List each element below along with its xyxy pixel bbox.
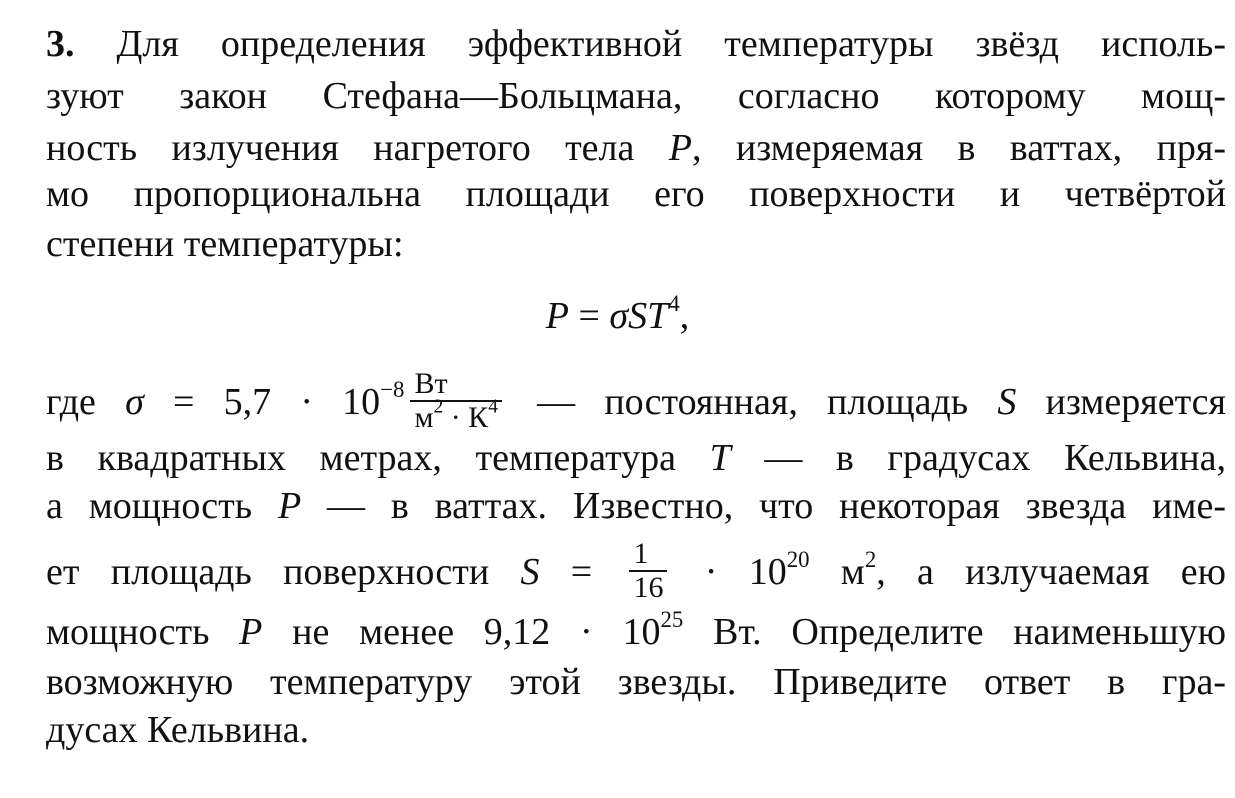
problem-line-12: возможную температуру этой звезды. Приведите ответ в гра- [46, 661, 1226, 703]
problem-line-1: 3. Для определения эффективной температуры звёзд исполь- [46, 23, 1226, 65]
problem-line-2: зуют закон Стефана—Больцмана, согласно которому мощ- [46, 75, 1226, 117]
problem-line-5: степени температуры: [46, 223, 404, 265]
problem-line-13: дусах Кельвина. [46, 709, 310, 751]
area-fraction: $\frac{1}{16}$ [629, 538, 667, 604]
stefan-boltzmann-formula: P = σST$^4$, [545, 290, 690, 337]
problem-line-10: ет площадь поверхности S = $\frac{1}{16}$ · $10^{20}$ $м^2$, а излучаемая ею [46, 537, 1227, 605]
sigma-unit-fraction: $\frac{Вт}{м^2 \cdot К^4}$ [410, 368, 501, 434]
problem-line-4: мо пропорциональна площади его поверхности и четвёртой [46, 173, 1226, 215]
problem-line-11: мощность P не менее $9,12 \cdot 10^{25}$ Вт. Определите наименьшую [46, 606, 1226, 653]
problem-line-3: ность излучения нагретого тела P, измеряемая в ваттах, пря- [46, 127, 1226, 169]
problem-line-9: а мощность P — в ваттах. Известно, что некоторая звезда име- [46, 485, 1226, 527]
problem-line-8: в квадратных метрах, температура T — в градусах Кельвина, [46, 437, 1226, 479]
problem-number: 3. [46, 23, 75, 65]
sigma-definition-line: где $\sigma = 5,7 \cdot 10^{-8}$ $\frac{Вт}{м^2 \cdot К^4}$ — постоянная, площадь S измеряется [46, 367, 1226, 435]
